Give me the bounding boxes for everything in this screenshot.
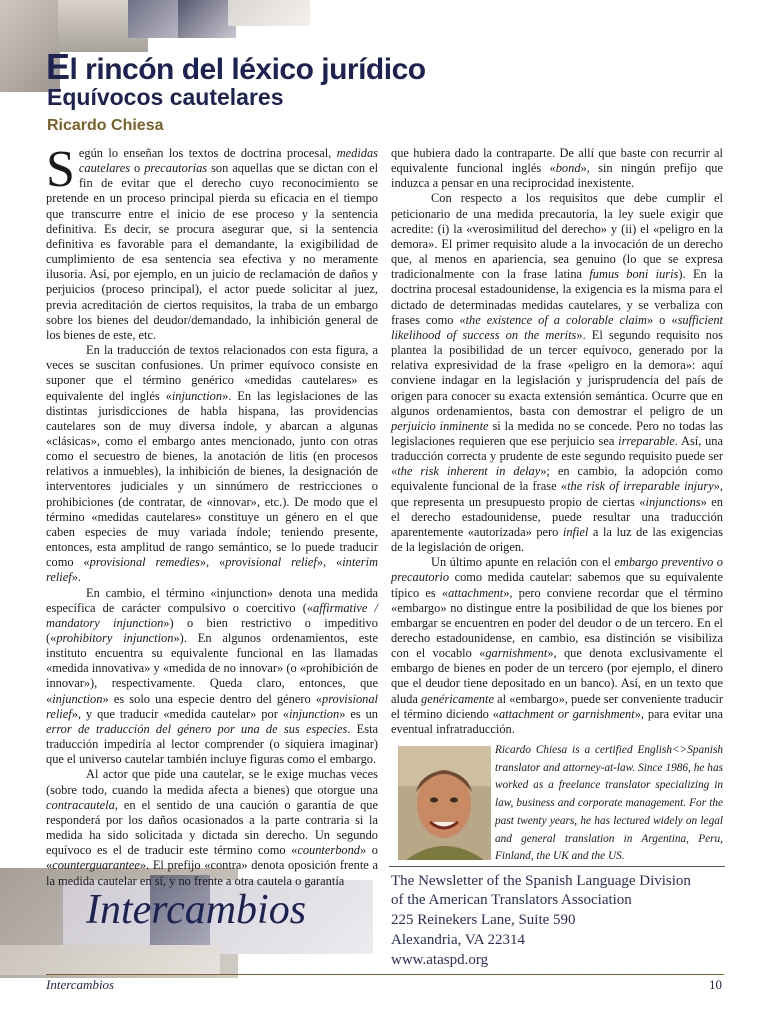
article-author: Ricardo Chiesa <box>47 117 164 134</box>
paragraph: Un último apunte en relación con el embargo preventivo o precautorio como medida cautelar: sabemos que su equivalente típico es «attachment», pero conviene recordar que el término «embargo» no distingue entre la posibilidad de que los bienes por embargar se encuentren en poder del deudor o de un tercero. En el derecho estadounidense, en cambio, esa distinción se visibiliza con el vocablo «garnishment», que denota exclusivamente el embargo de bienes en poder de un tercero (por ejemplo, el dinero que el deudor tiene depositado en un banco). Así, en un texto que aluda genéricamente al «embargo», puede ser conveniente traducir el término diciendo «attachment or garnishment», para evitar una eventual infratraducción. <box>391 555 724 736</box>
newsletter-line: The Newsletter of the Spanish Language Division <box>391 873 691 889</box>
paragraph <box>46 141 379 343</box>
address-line: Alexandria, VA 22314 <box>391 932 526 949</box>
author-photo <box>398 746 491 860</box>
newsletter-title <box>391 872 691 909</box>
paragraph: En cambio, el término «injunction» denota una medida específica de carácter compulsivo o coercitivo («affirmative / mandatory injunction») o bien restrictivo o impeditivo («prohibitory injunction»). En algunos ordenamientos, este instituto encuentra su equivalente funcional en las llamadas «medida innovativa» y «medida de no innovar» (o «prohibición de innovar»), respectivamente. Queda claro, entonces, que «injunction» es solo una especie dentro del género «provisional relief», y que traducir «medida cautelar» por «injunction» es un error de traducción del género por una de sus especies. Esta traducción impediría al lector comprender (o siquiera imaginar) que el universo cautelar también incluye figuras como el embargo. <box>46 585 379 767</box>
drop-cap: S <box>46 141 75 198</box>
author-bio <box>398 742 724 864</box>
left-column <box>46 141 379 889</box>
decorative-block <box>228 0 310 26</box>
newsletter-logo: Intercambios <box>86 887 307 933</box>
address-line: 225 Reinekers Lane, Suite 590 <box>391 912 576 928</box>
title-initial: E <box>46 46 70 87</box>
newsletter-address <box>391 910 576 971</box>
footer-publication: Intercambios <box>46 977 115 992</box>
article-title <box>46 46 426 88</box>
website-link[interactable]: www.ataspd.org <box>391 952 489 969</box>
paragraph-text: egún lo enseñan los textos de doctrina procesal, medidas cautelares o precautorias son aquellas que se dictan con el fin de evitar que el derecho cuyo reconocimiento se pretende en un proceso principal pierda su eficacia en el tiempo que transcurre entre el inicio de ese proceso y la sentencia definitiva. Es decir, se procura asegurar que, si la sentencia definitiva es favorable para el demandante, la exigibilidad de cumplimiento de esa sentencia sea efectiva y no meramente ilusoria. Así, por ejemplo, en un juicio de reclamación de daños y perjuicios (proceso principal), el actor puede solicitar al juez, previa acreditación de ciertos requisitos, la traba de un embargo sobre los bienes del deudor/demandado, la inhibición general de los bienes de este, etc. <box>46 146 379 342</box>
divider <box>389 866 725 867</box>
paragraph: Al actor que pide una cautelar, se le exige muchas veces (sobre todo, cuando la medida afecta a bienes) que otorgue una contracautela, en el sentido de una caución o garantía de que responderá por los daños ocasionados a la parte contraria si la medida ha sido solicitada y dictada sin derecho. Un segundo equívoco es el de traducir este término como «counterbond» o «counterguarantee». El prefijo «contra» denota oposición frente a la medida cautelar en sí, y no frente a otra cautela o garantía <box>46 767 378 888</box>
newsletter-line: of the American Translators Association <box>391 891 632 908</box>
footer-rule <box>46 974 724 975</box>
decorative-block <box>0 945 220 975</box>
title-rest: l rincón del léxico jurídico <box>69 53 426 86</box>
article-subtitle: Equívocos cautelares <box>47 84 284 110</box>
decorative-block <box>128 0 180 38</box>
page-number: 10 <box>709 977 722 992</box>
paragraph: Con respecto a los requisitos que debe cumplir el peticionario de una medida precautoria, la ley suele exigir que acredite: (i) la «verosimilitud del derecho» y (ii) el «peligro en la demora». El primer requisito alude a la invocación de un derecho que, al menos en apariencia, sea genuino (lo que se expresa tradicionalmente con la frase latina fumus boni iuris). En la doctrina procesal estadounidense, la exigencia es la misma para el dictado de determinadas medidas cautelares, y se verbaliza con frases como «the existence of a colorable claim» o «sufficient likelihood of success on the merits». El segundo requisito nos plantea la posibilidad de un tercer equívoco, generado por la relativa expresividad de la frase «peligro en la demora»: aquí conviene indagar en la legislación y jurisprudencia del país de origen para conocer su exacta extensión semántica. Ocurre que en algunos ordenamientos, basta con demostrar el peligro de un perjuicio inminente si la medida no se concede. Pero no todas las legislaciones requieren que ese perjuicio sea irreparable. Así, una traducción correcta y prudente de este segundo requisito puede ser «the risk inherent in delay»; en cambio, la adopción como equivalente funcional de la frase «the risk of irreparable injury», que representa un presupuesto propio de ciertas «injunctions» en el derecho estadounidense, puede resultar una traducción aparentemente «autorizada» pero infiel a la luz de las exigencias de la legislación de origen. <box>391 191 724 555</box>
right-column <box>391 146 723 737</box>
bio-text: Ricardo Chiesa is a certified English<>Spanish translator and attorney-at-law. Since 1986, he has worked as a freelance translator specializing in law, business and corporate management. For the past twenty years, he has lectured widely on legal and general translation in Argentina, Peru, Finland, the UK and the US. <box>495 744 723 863</box>
paragraph: que hubiera dado la contraparte. De allí que baste con recurrir al equivalente funcional inglés «bond», sin ningún prefijo que induzca a pensar en una reciprocidad inexistente. <box>391 146 723 191</box>
paragraph: En la traducción de textos relacionados con esta figura, a veces se suscitan confusiones. Un primer equívoco consiste en suponer que el término genérico «medidas cautelares» es equivalente del inglés «injunction». En las legislaciones de las distintas jurisdicciones de habla hispana, las providencias cautelares son de muy diversa índole, y abarcan a algunas «clásicas», como el embargo antes mencionado, junto con otras como el secuestro de bienes, la anotación de litis (en procesos relativos a inmuebles), la inhibición de bienes, la designación de interventores judiciales y un sinnúmero de restricciones o prohibiciones (de contratar, de «innovar», etc.). De modo que el término «medidas cautelares» constituye un género en el que caben especies de muy variada índole; teniendo presente, entonces, esta amplitud de rango semántico, se lo puede traducir como «provisional remedies», «provisional relief», «interim relief». <box>46 343 379 585</box>
